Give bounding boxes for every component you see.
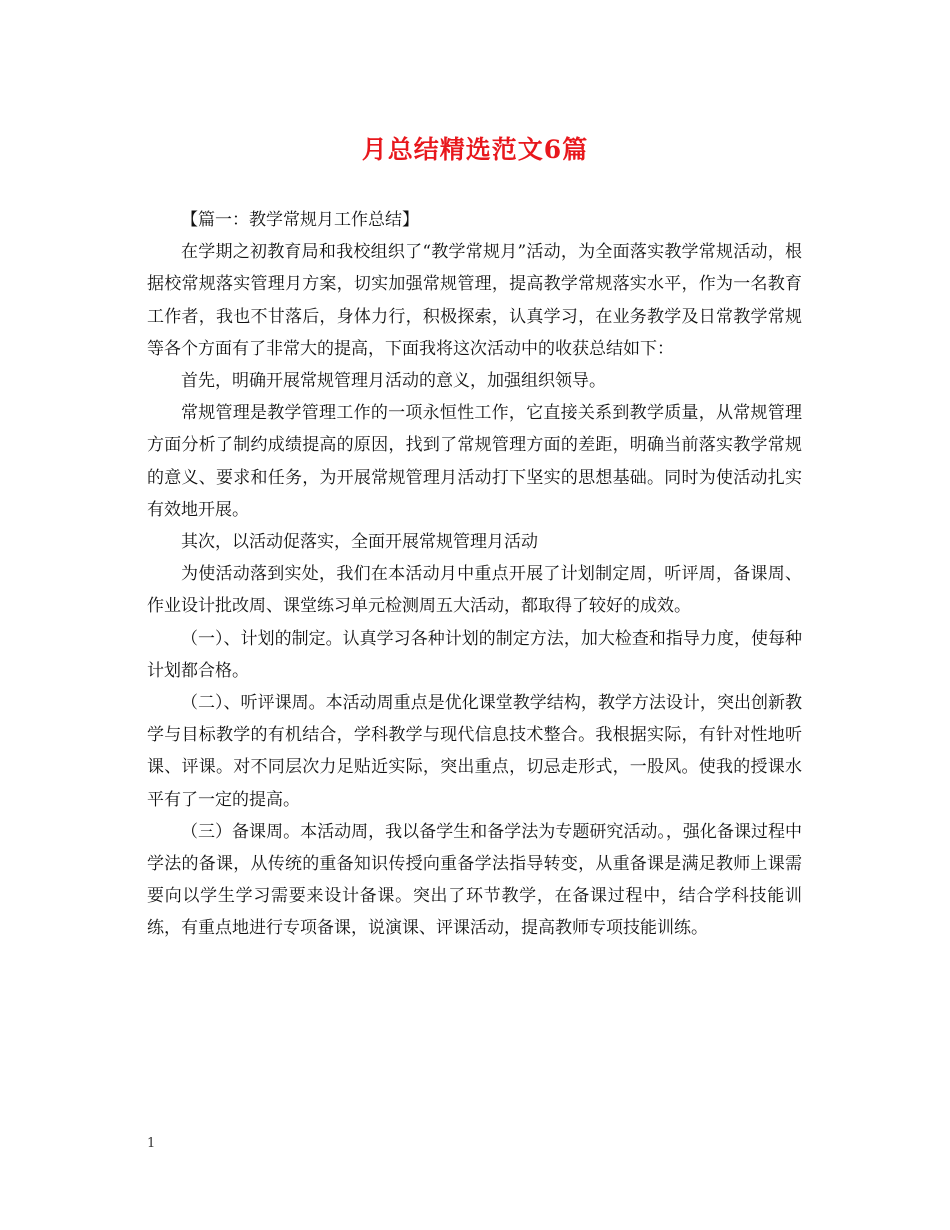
body-paragraph: 为使活动落到实处，我们在本活动月中重点开展了计划制定周，听评周，备课周、作业设计批改周、课堂练习单元检测周五大活动，都取得了较好的成效。 (147, 564, 802, 617)
body-paragraph: （二）、听评课周。本活动周重点是优化课堂教学结构，教学方法设计，突出创新教学与目标教学的有机结合，学科教学与现代信息技术整合。我根据实际，有针对性地听课、评课。对不同层次力足贴近实际，突出重点，切忌走形式，一股风。使我的授课水平有了一定的提高。 (147, 693, 802, 810)
document-body (147, 204, 802, 945)
body-paragraph: 在学期之初教育局和我校组织了“教学常规月”活动，为全面落实教学常规活动，根据校常规落实管理月方案，切实加强常规管理，提高教学常规落实水平，作为一名教育工作者，我也不甘落后，身体力行，积极探索，认真学习，在业务教学及日常教学常规等各个方面有了非常大的提高，下面我将这次活动中的收获总结如下： (147, 242, 802, 359)
body-paragraph: （三）备课周。本活动周，我以备学生和备学法为专题研究活动。，强化备课过程中学法的备课，从传统的重备知识传授向重备学法指导转变，从重备课是满足教师上课需要向以学生学习需要来设计备课。突出了环节教学，在备课过程中，结合学科技能训练，有重点地进行专项备课，说演课、评课活动，提高教师专项技能训练。 (147, 821, 802, 939)
section-heading: 【篇一：教学常规月工作总结】 (181, 210, 419, 230)
body-paragraph: （一）、计划的制定。认真学习各种计划的制定方法，加大检查和指导力度，使每种计划都合格。 (147, 628, 802, 681)
document-title: 月总结精选范文6篇 (361, 135, 589, 164)
body-paragraph: 常规管理是教学管理工作的一项永恒性工作，它直接关系到教学质量，从常规管理方面分析了制约成绩提高的原因，找到了常规管理方面的差距，明确当前落实教学常规的意义、要求和任务，为开展常规管理月活动打下坚实的思想基础。同时为使活动扎实有效地开展。 (147, 403, 802, 520)
body-paragraph: 首先，明确开展常规管理月活动的意义，加强组织领导。 (181, 371, 606, 392)
body-paragraph: 其次，以活动促落实，全面开展常规管理月活动 (181, 532, 538, 553)
page-number: 1 (147, 1136, 156, 1151)
